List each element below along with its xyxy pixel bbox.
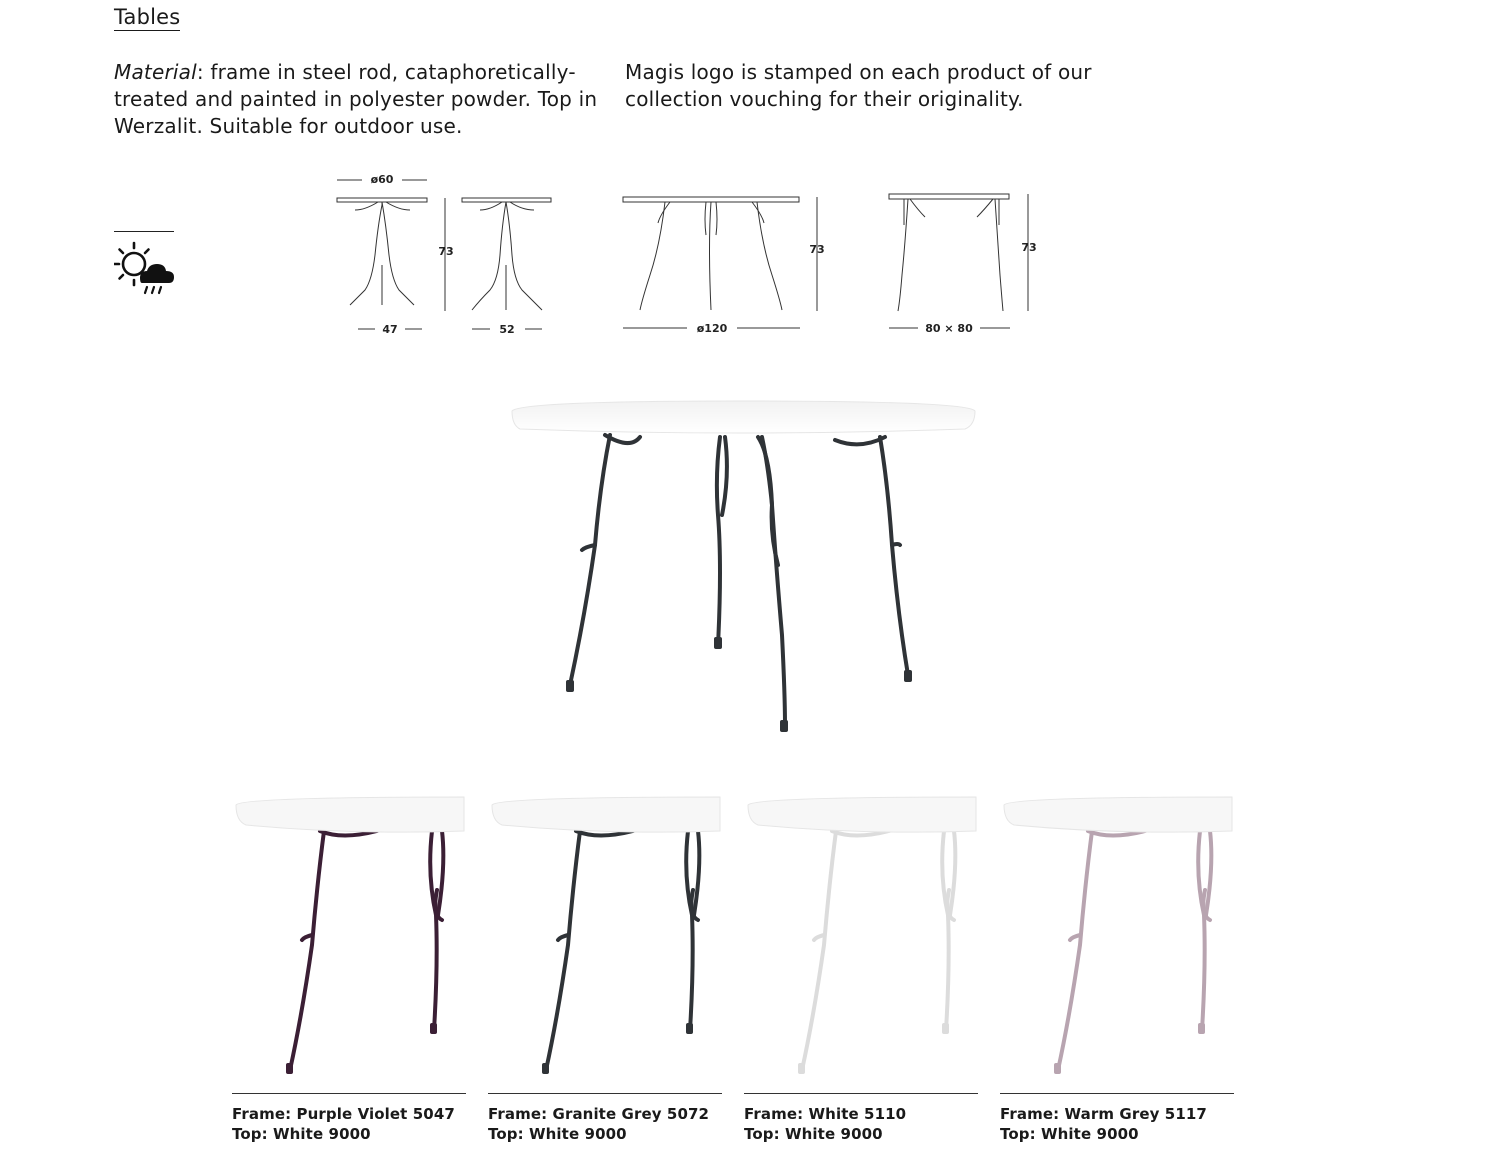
variant-top-1: Top: White 9000 xyxy=(232,1125,371,1143)
variant-table-4 xyxy=(1004,797,1232,1074)
section-title: Tables xyxy=(114,5,181,29)
variant-images xyxy=(232,795,1242,1085)
variant-top-2: Top: White 9000 xyxy=(488,1125,627,1143)
main-table-top xyxy=(512,401,975,433)
dim-square-size: 80 × 80 xyxy=(925,322,973,335)
variant-top-4: Top: White 9000 xyxy=(1000,1125,1139,1143)
sun-cloud-rain-icon xyxy=(114,240,176,298)
dim-small-base-b: 52 xyxy=(499,323,515,336)
drawing-small-table-a xyxy=(337,198,427,305)
variant-divider-4 xyxy=(1000,1093,1234,1094)
logo-paragraph: Magis logo is stamped on each product of our collection vouching for their originality. xyxy=(625,60,1092,111)
material-text: : frame in steel rod, cataphoretically-treated and painted in polyester powder. Top in Werzalit. Suitable for outdoor use. xyxy=(114,60,598,138)
main-table-image xyxy=(500,395,990,740)
drawing-round-table-120 xyxy=(623,197,799,310)
technical-drawings xyxy=(320,165,1050,345)
drawing-small-table-b xyxy=(462,198,551,310)
variant-top-3: Top: White 9000 xyxy=(744,1125,883,1143)
dim-small-diameter: ø60 xyxy=(370,173,394,186)
dim-round-diameter: ø120 xyxy=(696,322,728,335)
variant-divider-3 xyxy=(744,1093,978,1094)
variant-frame-3: Frame: White 5110 xyxy=(744,1105,907,1123)
variant-frame-4: Frame: Warm Grey 5117 xyxy=(1000,1105,1207,1123)
dim-small-base-a: 47 xyxy=(382,323,398,336)
material-label: Material xyxy=(114,60,197,84)
variant-caption-1 xyxy=(232,1104,455,1144)
main-table-frame xyxy=(570,435,908,725)
variant-table-2 xyxy=(492,797,720,1074)
variant-frame-1: Frame: Purple Violet 5047 xyxy=(232,1105,455,1123)
material-paragraph xyxy=(114,59,609,140)
variant-caption-4 xyxy=(1000,1104,1207,1144)
variant-frame-2: Frame: Granite Grey 5072 xyxy=(488,1105,710,1123)
variant-caption-2 xyxy=(488,1104,709,1144)
dim-round-height: 73 xyxy=(809,243,825,256)
variant-images-svg xyxy=(232,795,1242,1085)
variant-divider-2 xyxy=(488,1093,722,1094)
drawing-square-table xyxy=(889,194,1009,311)
dim-square-height: 73 xyxy=(1021,241,1037,254)
icon-divider xyxy=(114,231,174,232)
variant-divider-1 xyxy=(232,1093,466,1094)
dim-small-height: 73 xyxy=(438,245,454,258)
variant-table-3 xyxy=(748,797,976,1074)
variant-caption-3 xyxy=(744,1104,906,1144)
variant-table-1 xyxy=(236,797,464,1074)
